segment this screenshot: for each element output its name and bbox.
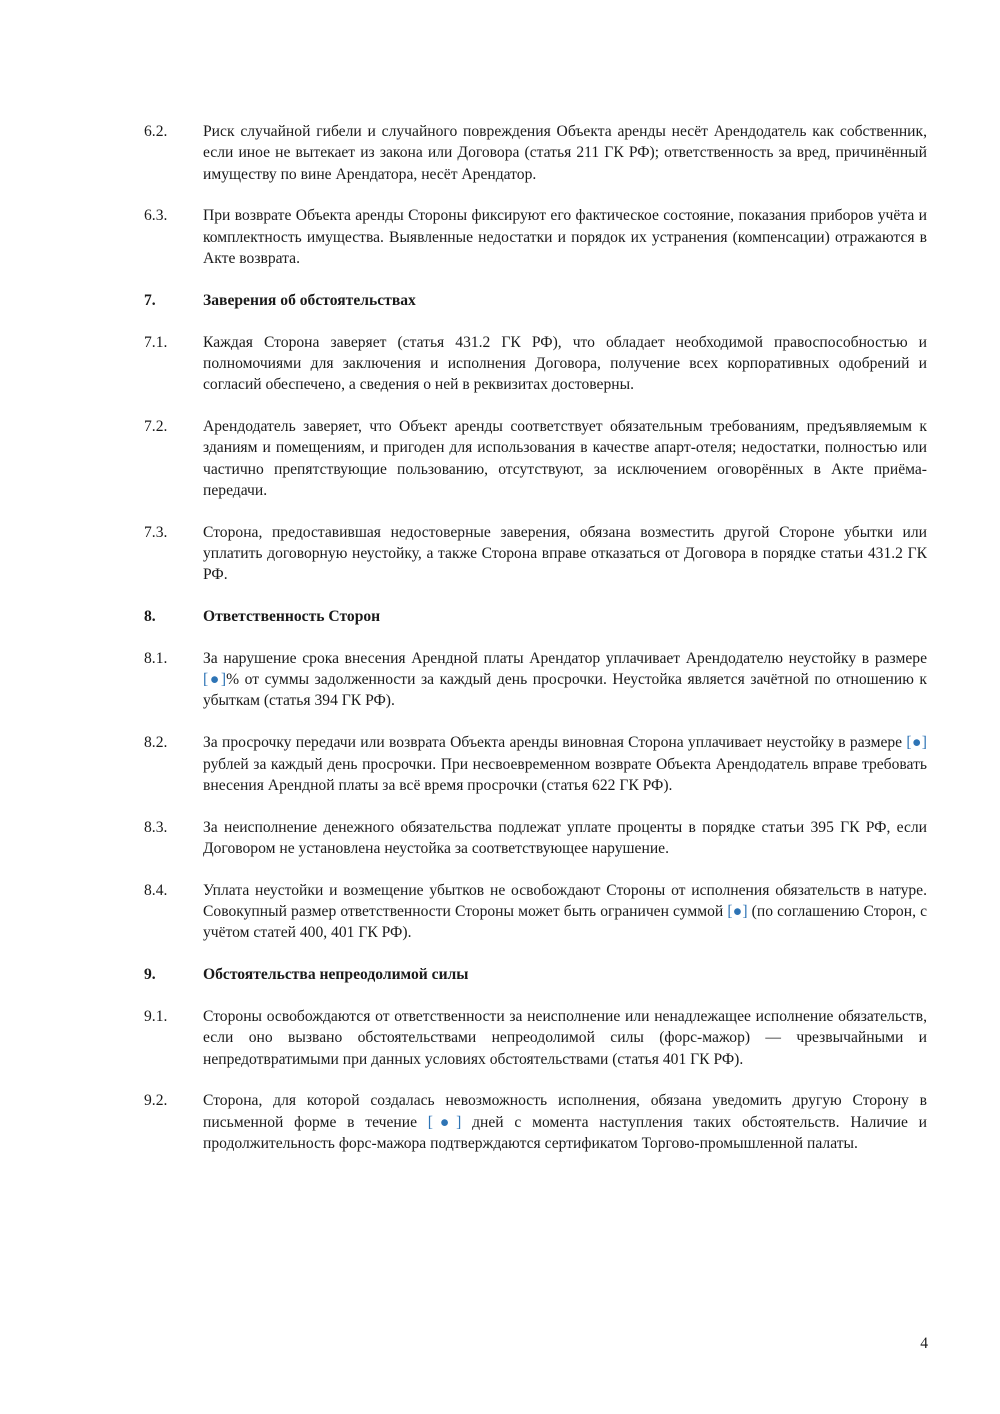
clause-text: Каждая Сторона заверяет (статья 431.2 ГК РФ), что обладает необходимой правоспособностью и полномочиями для заключения и исполнения Договора, получение всех корпоративных одобрений и согласий обеспечено, а сведения о ней в реквизитах достоверны. bbox=[203, 333, 927, 394]
section-title: Заверения об обстоятельствах bbox=[203, 291, 416, 309]
clause-7-1 bbox=[144, 332, 927, 396]
placeholder-field: [●] bbox=[427, 1113, 462, 1131]
clause-text-after: (по соглашению Сторон, с учётом статей 400, 401 ГК РФ). bbox=[203, 903, 927, 942]
clause-number: 7.2. bbox=[144, 417, 168, 435]
clause-8-2 bbox=[144, 732, 927, 796]
clause-text bbox=[203, 880, 927, 944]
clause-9-2 bbox=[144, 1090, 927, 1154]
clause-7-2 bbox=[144, 416, 927, 501]
clause-number: 9.1. bbox=[144, 1007, 168, 1025]
clause-text-after: дней с момента наступления таких обстоятельств. Наличие и продолжительность форс-мажора подтверждаются сертификатом Торгово-промышленной палаты. bbox=[203, 1113, 927, 1152]
clause-number: 8.2. bbox=[144, 734, 168, 752]
section-number: 8. bbox=[144, 608, 156, 626]
clause-number: 7.3. bbox=[144, 523, 168, 541]
section-title: Ответственность Сторон bbox=[203, 608, 381, 626]
placeholder-field: [●] bbox=[203, 671, 227, 689]
clause-text-before: Уплата неустойки и возмещение убытков не освобождают Стороны от исполнения обязательств в натуре. Совокупный размер ответственности Стороны может быть ограничен суммой bbox=[203, 881, 927, 921]
section-number: 7. bbox=[144, 291, 156, 309]
clause-text-after: рублей за каждый день просрочки. При несвоевременном возврате Объекта Арендодатель вправе требовать внесения Арендной платы за всё время просрочки (статья 622 ГК РФ). bbox=[203, 755, 927, 794]
clause-6-3 bbox=[144, 205, 927, 269]
clause-text bbox=[203, 732, 927, 796]
clause-text-before: За просрочку передачи или возврата Объекта аренды виновная Сторона уплачивает неустойку в размере bbox=[203, 734, 907, 752]
section-heading-7 bbox=[144, 290, 927, 311]
document-body bbox=[144, 121, 927, 1175]
clause-text: Стороны освобождаются от ответственности за неисполнение или ненадлежащее исполнение обязательств, если оно вызвано обстоятельствами непреодолимой силы (форс-мажор) — чрезвычайными и непредотвратимыми при данных условиях обстоятельствами (статья 401 ГК РФ). bbox=[203, 1007, 927, 1068]
section-number: 9. bbox=[144, 966, 156, 984]
clause-text: При возврате Объекта аренды Стороны фиксируют его фактическое состояние, показания приборов учёта и комплектность имущества. Выявленные недостатки и порядок их устранения (компенсации) отражаются в Акте возврата. bbox=[203, 207, 927, 267]
clause-number: 9.2. bbox=[144, 1092, 168, 1110]
section-heading-8 bbox=[144, 606, 927, 627]
clause-number: 8.4. bbox=[144, 881, 168, 899]
clause-9-1 bbox=[144, 1006, 927, 1070]
clause-8-1 bbox=[144, 648, 927, 712]
clause-text-before: За нарушение срока внесения Арендной платы Арендатор уплачивает Арендодателю неустойку в размере bbox=[203, 649, 927, 667]
placeholder-field: [●] bbox=[906, 734, 927, 752]
clause-number: 7.1. bbox=[144, 333, 168, 351]
clause-text bbox=[203, 648, 927, 712]
clause-6-2 bbox=[144, 121, 927, 185]
section-title: Обстоятельства непреодолимой силы bbox=[203, 966, 469, 984]
page-number: 4 bbox=[920, 1335, 928, 1352]
clause-number: 6.2. bbox=[144, 123, 168, 140]
clause-text: За неисполнение денежного обязательства подлежат уплате проценты в порядке статьи 395 ГК РФ, если Договором не установлена неустойка за соответствующее нарушение. bbox=[203, 818, 927, 857]
clause-text bbox=[203, 1090, 927, 1154]
clause-8-4 bbox=[144, 880, 927, 944]
clause-text-before: Сторона, для которой создалась невозможность исполнения, обязана уведомить другую Сторону в письменной форме в течение bbox=[203, 1092, 927, 1131]
clause-number: 6.3. bbox=[144, 207, 168, 225]
clause-text-after: % от суммы задолженности за каждый день просрочки. Неустойка является зачётной по отношению к убыткам (статья 394 ГК РФ). bbox=[203, 671, 927, 710]
placeholder-field: [●] bbox=[727, 903, 748, 921]
clause-text: Сторона, предоставившая недостоверные заверения, обязана возместить другой Стороне убытки или уплатить договорную неустойку, а также Сторона вправе отказаться от Договора в порядке статьи 431.2 ГК РФ. bbox=[203, 523, 927, 584]
clause-number: 8.3. bbox=[144, 818, 168, 836]
clause-8-3 bbox=[144, 817, 927, 860]
clause-text: Арендодатель заверяет, что Объект аренды соответствует обязательным требованиям, предъявляемым к зданиям и помещениям, и пригоден для использования в качестве апарт-отеля; недостатки, полностью или частично препятствующие пользованию, отсутствуют, за исключением оговорённых в Акте приёма-передачи. bbox=[203, 417, 927, 499]
section-heading-9 bbox=[144, 964, 927, 985]
clause-text: Риск случайной гибели и случайного повреждения Объекта аренды несёт Арендодатель как собственник, если иное не вытекает из закона или Договора (статья 211 ГК РФ); ответственность за вред, причинённый имуществу по вине Арендатора, несёт Арендатор. bbox=[203, 123, 927, 183]
clause-number: 8.1. bbox=[144, 649, 168, 667]
clause-7-3 bbox=[144, 522, 927, 586]
